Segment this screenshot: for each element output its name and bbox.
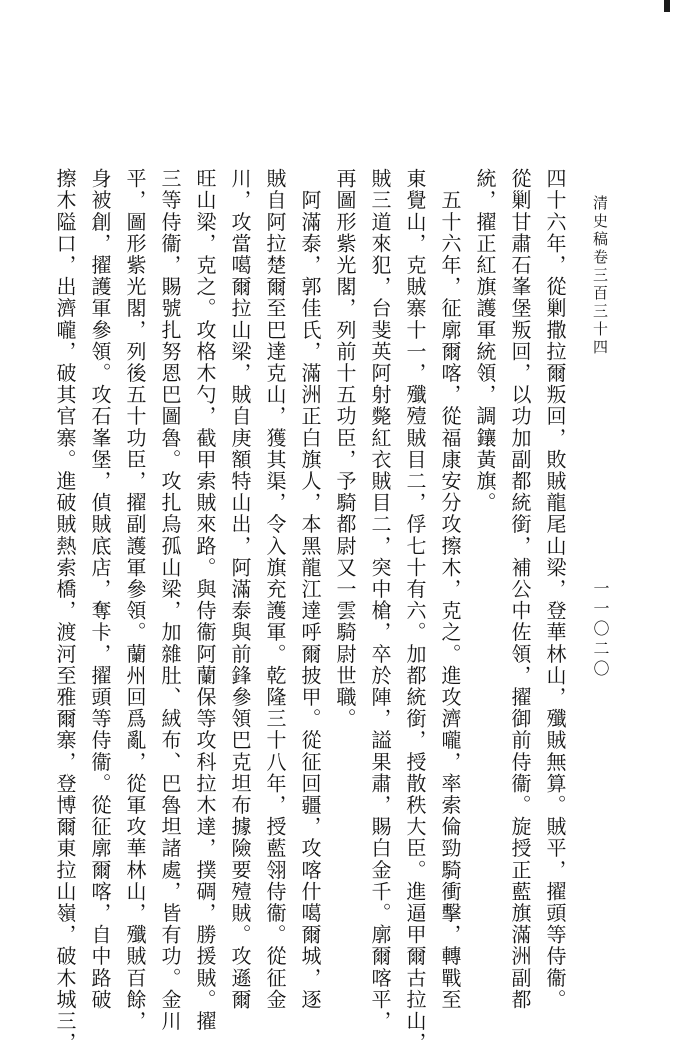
- text-column-1: 四十六年，從剿撒拉爾叛回，敗賊龍尾山梁，登華林山，殲賊無算。賊平，擢頭等侍衞。: [543, 168, 567, 1011]
- text-column-11: 旺山梁，克之。攻格木勺，截甲索賊來路。與侍衞阿蘭保等攻科拉木達，撲碉，勝援賊。擢: [193, 168, 217, 1032]
- text-column-5: 東覺山，克賊寨十一，殲殪賊目二，俘七十有六。加都統銜，授散秩大臣。進逼甲爾古拉山，: [403, 168, 427, 1054]
- text-column-15: 擦木隘口，出濟嚨，破其官寨。進破賊熱索橋，渡河至雅爾寨，登博爾東拉山嶺，破木城三，: [53, 168, 77, 1054]
- text-column-4: 五十六年，征廓爾喀，從福康安分攻擦木，克之。進攻濟嚨，率索倫勁騎衝擊，轉戰至: [438, 168, 462, 1011]
- text-column-14: 身被創，擢護軍參領。攻石峯堡，偵賊底店，奪卡，擢頭等侍衞。從征廓爾喀，自中路破: [88, 168, 112, 1011]
- text-column-7: 再圖形紫光閣，列前十五功臣，予騎都尉又一雲騎尉世職。: [333, 168, 357, 730]
- text-column-8: 阿滿泰，郭佳氏，滿洲正白旗人，本黑龍江達呼爾披甲。從征回疆，攻喀什噶爾城，逐: [298, 168, 322, 1011]
- text-column-10: 川，攻當噶爾拉山梁，賊自庚額特山出，阿滿泰與前鋒參領巴克坦布據險要殪賊。攻遜爾: [228, 168, 252, 1011]
- text-column-12: 三等侍衞，賜號扎努恩巴圖魯。攻扎烏孤山梁，加雜肚、絨布、巴魯坦諸處，皆有功。金川: [158, 168, 182, 1032]
- page-edge-mark: [664, 0, 670, 12]
- book-title: 清史稿卷三百三十四: [591, 195, 609, 357]
- text-column-3: 統，擢正紅旗護軍統領，調鑲黃旗。: [473, 168, 497, 514]
- text-column-2: 從剿甘肅石峯堡叛回，以功加副都統銜，補公中佐領，擢御前侍衞。旋授正藍旗滿洲副都: [508, 168, 532, 1011]
- page-number: 一一〇二〇: [591, 580, 610, 680]
- text-column-9: 賊自阿拉楚爾至巴達克山，獲其渠，令入旗充護軍。乾隆三十八年，授藍翎侍衞。從征金: [263, 168, 287, 1011]
- text-column-13: 平，圖形紫光閣，列後五十功臣，擢副護軍參領。蘭州回爲亂，從軍攻華林山，殲賊百餘，: [123, 168, 147, 1032]
- text-column-6: 賊三道來犯，台斐英阿射斃紅衣賊目二，突中槍，卒於陣，謚果肅，賜白金千。廓爾喀平，: [368, 168, 392, 1032]
